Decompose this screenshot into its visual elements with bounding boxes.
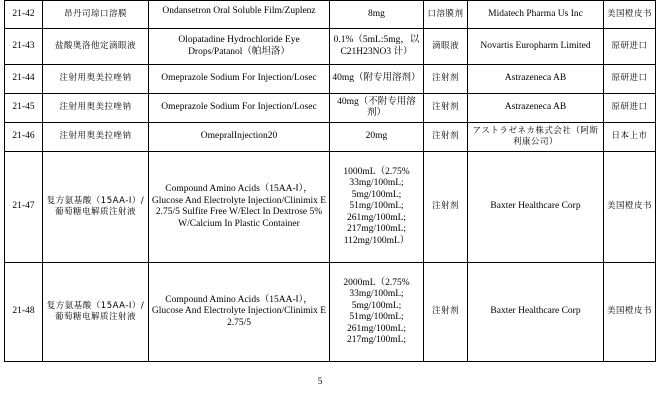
row-id: 21-42	[5, 1, 43, 29]
source: 美国橙皮书	[604, 152, 656, 263]
source: 原研进口	[604, 65, 656, 94]
company: Novartis Europharm Limited	[468, 29, 604, 65]
specification: 20mg	[330, 123, 424, 152]
table-row	[5, 29, 656, 65]
generic-name-cn: 盐酸奥洛他定滴眼液	[43, 29, 149, 65]
specification: 1000mL（2.75% 33mg/100mL; 5mg/100mL; 51mg/100mL; 261mg/100mL; 217mg/100mL; 112mg/100mL）	[330, 152, 424, 263]
company: アストラゼネカ株式会社（阿斯利康公司）	[468, 123, 604, 152]
product-name-en: Omeprazole Sodium For Injection/Losec	[149, 65, 330, 94]
row-id: 21-45	[5, 94, 43, 123]
product-name-en: Compound Amino Acids（15AA-Ⅰ），Glucose And Electrolyte Injection/Clinimix E 2.75/5	[149, 263, 330, 362]
source: 美国橙皮书	[604, 263, 656, 362]
dosage-form: 注射剂	[424, 152, 468, 263]
product-name-en: Olopatadine Hydrochloride Eye Drops/Patanol（帕坦洛）	[149, 29, 330, 65]
table-row	[5, 152, 656, 263]
table-row	[5, 65, 656, 94]
table-row	[5, 123, 656, 152]
table-row	[5, 1, 656, 29]
row-id: 21-48	[5, 263, 43, 362]
row-id: 21-44	[5, 65, 43, 94]
dosage-form: 滴眼液	[424, 29, 468, 65]
dosage-form: 注射剂	[424, 65, 468, 94]
source: 原研进口	[604, 29, 656, 65]
product-name-en	[149, 1, 330, 29]
specification: 8mg	[330, 1, 424, 29]
row-id: 21-47	[5, 152, 43, 263]
company: Baxter Healthcare Corp	[468, 152, 604, 263]
company: Midatech Pharma Us Inc	[468, 1, 604, 29]
generic-name-cn: 注射用奥美拉唑钠	[43, 123, 149, 152]
table-row	[5, 94, 656, 123]
product-name-en: Omeprazole Sodium For Injection/Losec	[149, 94, 330, 123]
row-id: 21-43	[5, 29, 43, 65]
drug-table	[4, 0, 656, 362]
specification: 0.1%（5mL:5mg，以C21H23NO3 计）	[330, 29, 424, 65]
dosage-form: 注射剂	[424, 94, 468, 123]
product-name-en: OmepralInjection20	[149, 123, 330, 152]
product-name-en-text: Ondansetron Oral Soluble Film/Zuplenz	[162, 5, 316, 16]
company: Astrazeneca AB	[468, 94, 604, 123]
specification: 40mg（附专用溶剂）	[330, 65, 424, 94]
specification: 40mg（不附专用溶剂）	[330, 94, 424, 123]
generic-name-cn: 注射用奥美拉唑钠	[43, 65, 149, 94]
company: Baxter Healthcare Corp	[468, 263, 604, 362]
source: 美国橙皮书	[604, 1, 656, 29]
row-id: 21-46	[5, 123, 43, 152]
table-row	[5, 263, 656, 362]
dosage-form: 注射剂	[424, 263, 468, 362]
source: 原研进口	[604, 94, 656, 123]
dosage-form: 口溶膜剂	[424, 1, 468, 29]
source: 日本上市	[604, 123, 656, 152]
generic-name-cn: 复方氨基酸（15AA-Ⅰ）/葡萄糖电解质注射液	[43, 152, 149, 263]
page-number: 5	[317, 376, 323, 386]
dosage-form: 注射剂	[424, 123, 468, 152]
generic-name-cn: 注射用奥美拉唑钠	[43, 94, 149, 123]
company: Astrazeneca AB	[468, 65, 604, 94]
specification: 2000mL（2.75% 33mg/100mL; 5mg/100mL; 51mg/100mL; 261mg/100mL; 217mg/100mL;	[330, 263, 424, 362]
generic-name-cn: 昂丹司琼口溶膜	[43, 1, 149, 29]
product-name-en: Compound Amino Acids（15AA-Ⅰ），Glucose And Electrolyte Injection/Clinimix E 2.75/5 Sulfite Free W/Elect In Dextrose 5% W/Calcium In Plastic Container	[149, 152, 330, 263]
generic-name-cn: 复方氨基酸（15AA-Ⅰ）/葡萄糖电解质注射液	[43, 263, 149, 362]
